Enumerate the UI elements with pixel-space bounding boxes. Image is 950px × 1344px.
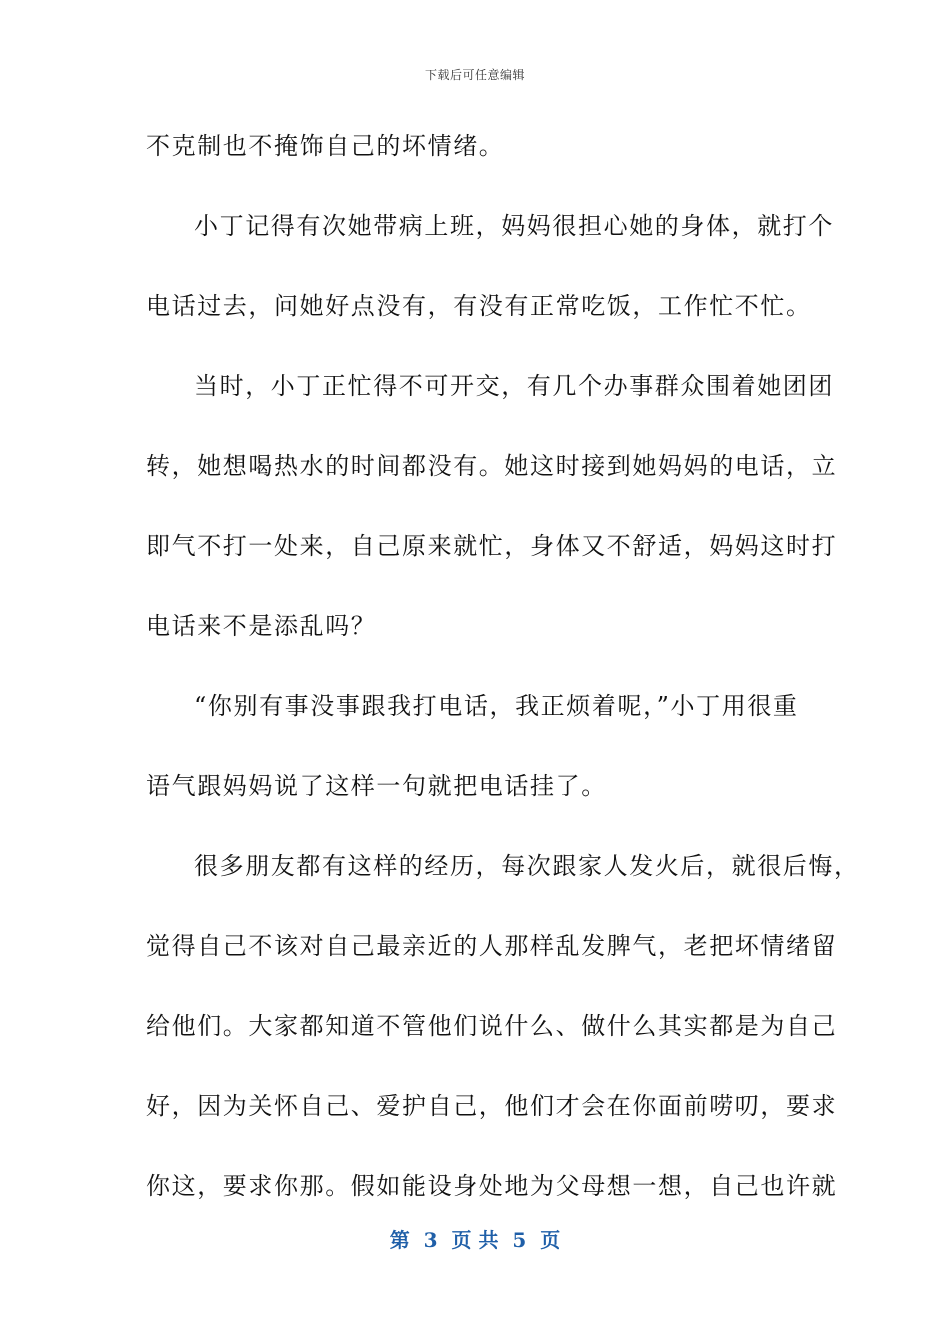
paragraph-line: 你这，要求你那。假如能设身处地为父母想一想，自己也许就 xyxy=(146,1172,838,1200)
document-body xyxy=(146,118,860,1238)
paragraph-line: 电话过去，问她好点没有，有没有正常吃饭，工作忙不忙。 xyxy=(146,292,812,320)
paragraph-line: 转，她想喝热水的时间都没有。她这时接到她妈妈的电话，立 xyxy=(146,452,838,480)
paragraph-line: 语气跟妈妈说了这样一句就把电话挂了。 xyxy=(146,772,607,800)
paragraph-line: 觉得自己不该对自己最亲近的人那样乱发脾气，老把坏情绪留 xyxy=(146,932,838,960)
paragraph-line: 当时，小丁正忙得不可开交，有几个办事群众围着她团团 xyxy=(194,372,834,400)
paragraph-line: 好，因为关怀自己、爱护自己，他们才会在你面前唠叨，要求 xyxy=(146,1092,838,1120)
paragraph-line: “你别有事没事跟我打电话，我正烦着呢，”小丁用很重 xyxy=(194,692,799,720)
paragraph-line: 给他们。大家都知道不管他们说什么、做什么其实都是为自己 xyxy=(146,1012,838,1040)
paragraph-line: 电话来不是添乱吗？ xyxy=(146,612,377,640)
download-note: 下载后可任意编辑 xyxy=(424,68,525,82)
paragraph-line: 即气不打一处来，自己原来就忙，身体又不舒适，妈妈这时打 xyxy=(146,532,838,560)
paragraph-line: 不克制也不掩饰自己的坏情绪。 xyxy=(146,132,505,160)
page-indicator: 第 3 页 共 5 页 xyxy=(389,1228,561,1252)
paragraph-line: 很多朋友都有这样的经历，每次跟家人发火后，就很后悔， xyxy=(194,852,860,880)
paragraph-line: 小丁记得有次她带病上班，妈妈很担心她的身体，就打个 xyxy=(194,212,834,240)
